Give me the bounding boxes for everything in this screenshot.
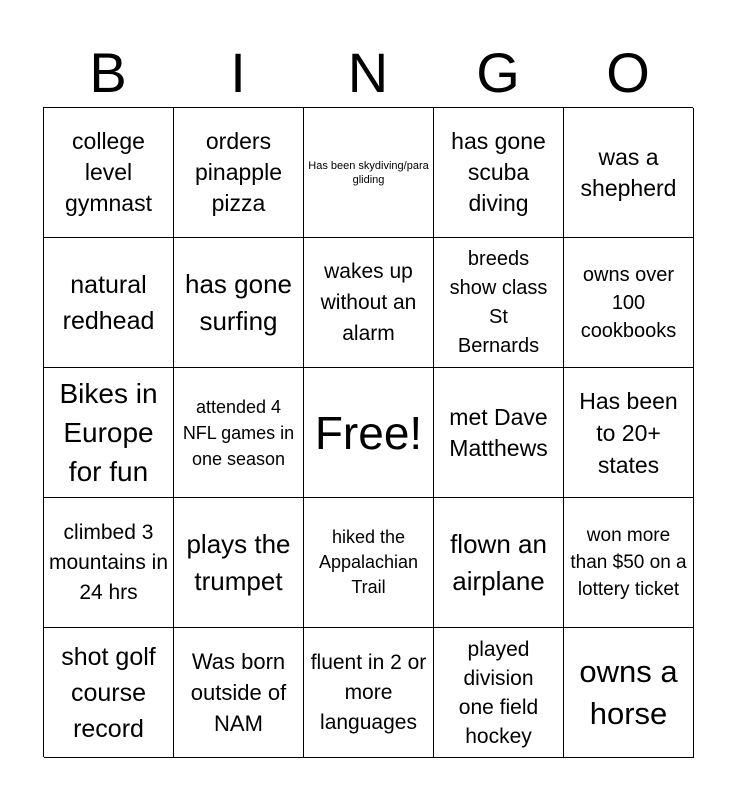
cell-label: attended 4 NFL games in one season xyxy=(182,396,295,469)
cell-label: played division one field hockey xyxy=(458,637,539,748)
bingo-cell[interactable] xyxy=(434,108,564,238)
cell-label: orders pinapple pizza xyxy=(195,128,282,216)
cell-label: climbed 3 mountains in 24 hrs xyxy=(48,520,169,604)
cell-label: met Dave Matthews xyxy=(449,403,548,461)
bingo-cell[interactable] xyxy=(304,108,434,238)
cell-label: has gone surfing xyxy=(185,268,292,336)
bingo-cell[interactable] xyxy=(304,628,434,758)
bingo-cell[interactable] xyxy=(434,498,564,628)
header-letter-n: N xyxy=(347,41,389,104)
cell-label: natural redhead xyxy=(62,270,155,335)
cell-label: plays the trumpet xyxy=(186,528,291,596)
cell-label: Free! xyxy=(314,406,423,459)
bingo-cell[interactable] xyxy=(564,628,694,758)
bingo-header xyxy=(43,38,693,108)
bingo-cell[interactable] xyxy=(44,498,174,628)
cell-label: fluent in 2 or more languages xyxy=(310,650,427,734)
header-letter-o: O xyxy=(606,41,650,104)
cell-label: shot golf course record xyxy=(61,642,156,743)
bingo-cell[interactable] xyxy=(564,498,694,628)
cell-label: won more than $50 on a lottery ticket xyxy=(570,525,687,600)
header-letter-g: G xyxy=(476,41,520,104)
cell-label: Has been to 20+ states xyxy=(579,387,678,478)
bingo-cell[interactable] xyxy=(304,238,434,368)
bingo-cell[interactable] xyxy=(44,238,174,368)
cell-label: Bikes in Europe for fun xyxy=(59,378,158,487)
bingo-board xyxy=(43,107,693,757)
bingo-cell[interactable] xyxy=(44,108,174,238)
cell-label: wakes up without an alarm xyxy=(320,260,417,345)
cell-label: owns over 100 cookbooks xyxy=(580,263,677,342)
bingo-cell[interactable] xyxy=(564,368,694,498)
bingo-cell[interactable] xyxy=(434,628,564,758)
header-letter-b: B xyxy=(89,41,127,104)
header-letter-i: I xyxy=(230,41,246,104)
cell-label: hiked the Appalachian Trail xyxy=(318,527,419,597)
bingo-cell[interactable] xyxy=(434,368,564,498)
bingo-cell[interactable] xyxy=(564,238,694,368)
cell-label: owns a horse xyxy=(579,653,678,731)
bingo-cell[interactable] xyxy=(304,498,434,628)
cell-label: was a shepherd xyxy=(580,143,677,201)
cell-label: college level gymnast xyxy=(65,128,152,216)
cell-label: has gone scuba diving xyxy=(451,128,546,216)
cell-label: breeds show class St Bernards xyxy=(449,247,548,357)
cell-label: flown an airplane xyxy=(450,528,547,596)
bingo-cell[interactable] xyxy=(44,368,174,498)
cell-label: Has been skydiving/paragliding xyxy=(308,159,429,186)
bingo-cell[interactable] xyxy=(174,238,304,368)
bingo-cell[interactable] xyxy=(564,108,694,238)
bingo-cell[interactable] xyxy=(44,628,174,758)
bingo-cell[interactable] xyxy=(434,238,564,368)
cell-label: Was born outside of NAM xyxy=(190,649,287,736)
free-space[interactable] xyxy=(304,368,434,498)
bingo-cell[interactable] xyxy=(174,368,304,498)
bingo-cell[interactable] xyxy=(174,498,304,628)
bingo-cell[interactable] xyxy=(174,628,304,758)
bingo-cell[interactable] xyxy=(174,108,304,238)
